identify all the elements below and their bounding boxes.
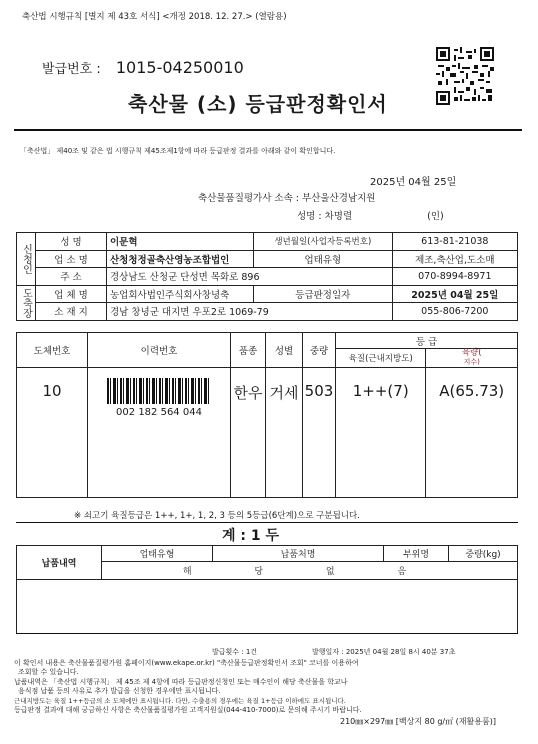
- yield-grade: A(65.73): [426, 368, 518, 498]
- col-quality: 육질(근내지방도): [336, 349, 426, 368]
- delivery-table: [16, 545, 518, 634]
- footer-note-6: 등급판정 결과에 대해 궁금하신 사항은 축산물품질평가원 고객지원실(044-410-7000)로 문의해 주시기 바랍니다.: [14, 706, 362, 714]
- quality-grade: 1++(7): [336, 368, 426, 498]
- breed: 한우: [231, 368, 266, 498]
- intro-text: 「축산법」 제40조 및 같은 법 시행규칙 제45조제1항에 따라 등급판정 결과를 아래와 같이 확인합니다.: [20, 147, 336, 155]
- col-slaughter-no: 도체번호: [17, 333, 88, 368]
- note-divider: [16, 522, 518, 523]
- delivery-label: 납품내역: [17, 546, 102, 580]
- delivery-col-part: 부위명: [384, 546, 449, 562]
- applicant-name-label: 성 명: [36, 233, 107, 251]
- applicant-company-label: 업 소 명: [36, 250, 107, 268]
- total-count: 계 : 1 두: [222, 528, 280, 544]
- page-title: 축산물 (소) 등급판정확인서: [128, 92, 388, 116]
- col-weight: 중량: [303, 333, 336, 368]
- applicant-side-label: 신청인: [17, 233, 36, 286]
- delivery-blank-area: [17, 580, 518, 634]
- printed-at: 발행일자 : 2025년 04월 28일 8시 40분 37초: [312, 648, 456, 656]
- slaughterhouse-phone: 055-806-7200: [392, 303, 517, 321]
- delivery-col-recipient: 납품처명: [213, 546, 384, 562]
- issue-count: 발급횟수 : 1건: [212, 648, 258, 656]
- barcode-icon: [107, 378, 211, 404]
- slaughterhouse-company-label: 업 체 명: [36, 285, 107, 303]
- footer-note-4: 음식점 납품 등의 사유로 추가 발급을 신청한 경우에만 표시됩니다.: [18, 687, 221, 695]
- footer-note-3: 납품내역은 「축산법 시행규칙」 제 45조 제 4항에 따라 등급판정신청인 또는 매수인이 해당 축산물을 학교나: [14, 678, 348, 686]
- col-breed: 품종: [231, 333, 266, 368]
- delivery-col-weight: 중량(kg): [449, 546, 518, 562]
- slaughterhouse-company: 농업회사법인주식회사창녕축: [107, 285, 254, 303]
- col-sex: 성별: [266, 333, 303, 368]
- applicant-phone: 070-8994-8971: [392, 268, 517, 286]
- title-divider: [14, 129, 522, 131]
- issue-number-label: 발급번호 :: [42, 62, 101, 77]
- grade-table: [16, 332, 518, 498]
- qr-code-icon: [436, 44, 494, 108]
- footer-note-1: 이 확인서 내용은 축산물품질평가원 홈페이지(www.ekape.or.kr) "축산물등급판정확인서 조회" 코너를 이용하여: [14, 659, 359, 667]
- grade-date-label: 등급판정일자: [254, 285, 393, 303]
- slaughterhouse-location-label: 소 재 지: [36, 303, 107, 321]
- col-yield-label: 육량(: [461, 348, 482, 358]
- delivery-col-biz-type: 업태유형: [102, 546, 213, 562]
- issue-number-value: 1015-04250010: [115, 58, 244, 77]
- footer-note-2: 조회할 수 있습니다.: [18, 668, 79, 676]
- sex: 거세: [266, 368, 303, 498]
- issue-date: 2025년 04월 25일: [370, 177, 457, 188]
- slaughterhouse-location: 경남 창녕군 대지면 우포2로 1069-79: [107, 303, 393, 321]
- applicant-company: 산청청정골축산영농조합법인: [107, 250, 254, 268]
- applicant-biz-type: 제조,축산업,도소매: [392, 250, 517, 268]
- info-table: [16, 232, 518, 321]
- applicant-address-label: 주 소: [36, 268, 107, 286]
- slaughter-no: 10: [17, 368, 88, 498]
- trace-cell: [88, 368, 231, 498]
- col-grade: 등 급: [336, 333, 518, 349]
- applicant-biz-type-label: 업태유형: [254, 250, 393, 268]
- inspector-seal: (인): [427, 211, 444, 222]
- slaughterhouse-side-label: 도축장: [17, 285, 36, 320]
- col-yield: [426, 349, 518, 368]
- inspector-name: [297, 208, 444, 222]
- weight: 503: [303, 368, 336, 498]
- grade-date: 2025년 04월 25일: [392, 285, 517, 303]
- grade-note: ※ 쇠고기 육질등급은 1++, 1+, 1, 2, 3 등의 5등급(6단계)으로 구분됩니다.: [74, 511, 360, 521]
- issue-number: [42, 58, 244, 77]
- trace-no: 002 182 564 044: [116, 407, 202, 418]
- applicant-address: 경상남도 산청군 단성면 목화로 896: [107, 268, 393, 286]
- footer-note-5: 근내지방도는 육질 1++등급의 소 도체에만 표시됩니다. 다만, 수출용의 경우에는 육질 1+등급 이하에도 표시됩니다.: [14, 697, 346, 705]
- applicant-name: 이문혁: [107, 233, 254, 251]
- inspector-name-label: 성명 :: [297, 211, 322, 222]
- col-trace-no: 이력번호: [88, 333, 231, 368]
- applicant-birth: 613-81-21038: [392, 233, 517, 251]
- delivery-empty: 해 당 없 음: [102, 562, 518, 580]
- col-yield-sub: 지수): [463, 358, 480, 366]
- inspector-org: 축산물품질평가사 소속 : 부산울산경남지원: [198, 193, 376, 204]
- form-header: 축산법 시행규칙 [별지 제 43호 서식] <개정 2018. 12. 27.> (열람용): [22, 12, 287, 22]
- paper-spec: 210㎜×297㎜ [백상지 80 g/㎡ (재활용품)]: [340, 717, 496, 726]
- inspector-name-value: 차명렬: [324, 211, 353, 222]
- applicant-birth-label: 생년월일(사업자등록번호): [254, 233, 393, 251]
